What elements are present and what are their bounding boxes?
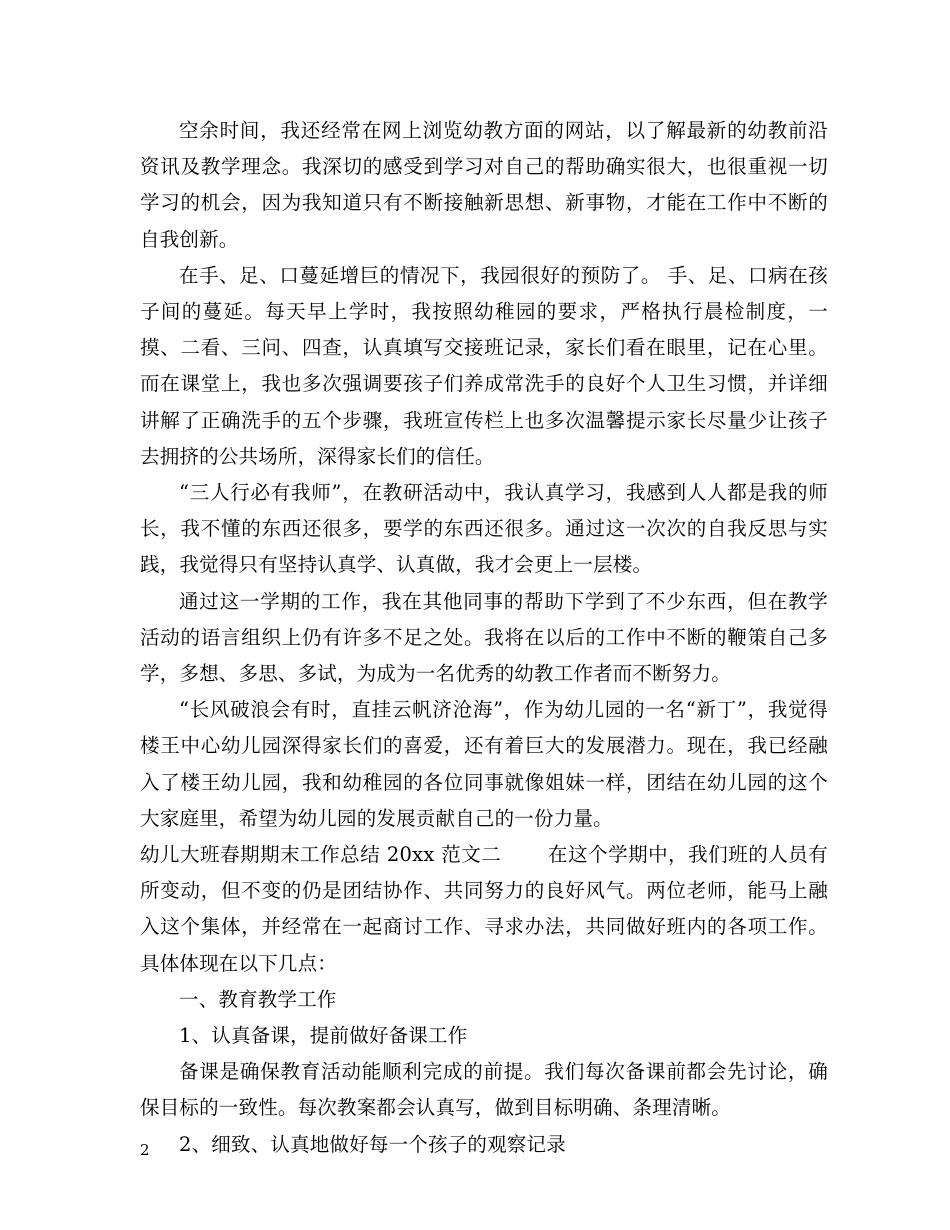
paragraph-2: 在手、足、口蔓延增巨的情况下，我园很好的预防了。 手、足、口病在孩子间的蔓延。每天早上学时，我按照幼稚园的要求，严格执行晨检制度，一摸、二看、三问、四查，认真填写交接班记录，家长们看在眼里，记在心里。而在课堂上，我也多次强调要孩子们养成常洗手的良好个人卫生习惯，并详细讲解了正确洗手的五个步骤，我班宣传栏上也多次温馨提示家长尽量少让孩子去拥挤的公共场所，深得家长们的信任。 [140,263,828,468]
paragraph-4: 通过这一学期的工作，我在其他同事的帮助下学到了不少东西，但在教学活动的语言组织上仍有许多不足之处。我将在以后的工作中不断的鞭策自己多学，多想、多思、多试，为成为一名优秀的幼教工作者而不断努力。 [140,589,828,686]
paragraph-1: 空余时间，我还经常在网上浏览幼教方面的网站，以了解最新的幼教前沿资讯及教学理念。我深切的感受到学习对自己的帮助确实很大，也很重视一切学习的机会，因为我知道只有不断接触新思想、新事物，才能在工作中不断的自我创新。 [140,119,828,251]
document-body [140,113,828,1163]
paragraph-3: “三人行必有我师”，在教研活动中，我认真学习，我感到人人都是我的师长，我不懂的东西还很多，要学的东西还很多。通过这一次次的自我反思与实践，我觉得只有坚持认真学、认真做，我才会更上一层楼。 [140,481,828,577]
paragraph-lesson-prep: 备课是确保教育活动能顺利完成的前提。我们每次备课前都会先讨论，确保目标的一致性。每次教案都会认真写，做到目标明确、条理清晰。 [140,1060,828,1120]
subheading-lesson-prep: 1、认真备课，提前做好备课工作 [179,1024,468,1048]
section-heading-teaching: 一、教育教学工作 [179,987,337,1011]
subheading-observation: 2、细致、认真地做好每一个孩子的观察记录 [179,1132,566,1156]
paragraph-6-heading-and-text: 幼儿大班春期期末工作总结 20xx 范文二 在这个学期中，我们班的人员有所变动，但不变的仍是团结协作、共同努力的良好风气。两位老师，能马上融入这个集体，并经常在一起商讨工作、寻求办法，共同做好班内的各项工作。具体体现在以下几点： [140,843,828,975]
paragraph-5: “长风破浪会有时，直挂云帆济沧海”，作为幼儿园的一名“新丁”，我觉得楼王中心幼儿园深得家长们的喜爱，还有着巨大的发展潜力。现在，我已经融入了楼王幼儿园，我和幼稚园的各位同事就像姐妹一样，团结在幼儿园的这个大家庭里，希望为幼儿园的发展贡献自己的一份力量。 [140,698,828,830]
page-number: 2 [140,1141,150,1159]
